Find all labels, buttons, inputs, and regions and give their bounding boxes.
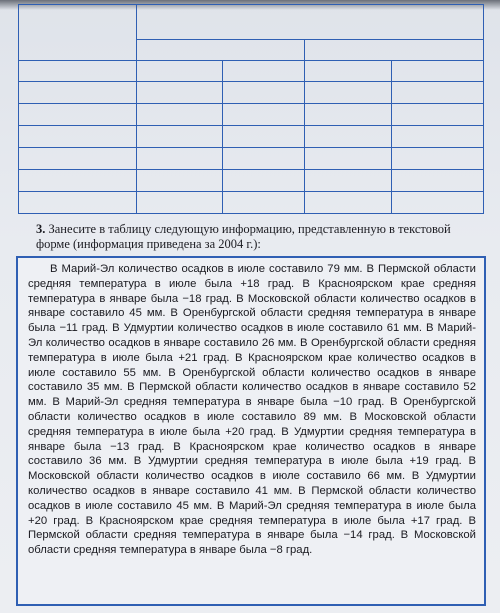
table-col-line [304,39,305,213]
passage-text: В Марий-Эл количество осадков в июле составило 79 мм. В Пермской области средняя температура в июле была +18 град. В Красноярском крае средняя температура в январе была −18 град. В Московской области количество осадков в январе составило 45 мм. В Оренбургской области средняя температура в январе была −11 град. В Удмуртии количество осадков в июле составило 61 мм. В Марий-Эл количество осадков в январе составило 26 мм. В Оренбургской области средняя температура в июле была +21 град. В Красноярском крае количество осадков в июле составило 55 мм. В Оренбургской области количество осадков в январе составило 35 мм. В Пермской области количество осадков в январе составило 52 мм. В Марий-Эл средняя температура в январе была −10 град. В Оренбургской области количество осадков в июле составило 89 мм. В Московской области средняя температура в июле была +20 град. В Удмуртии средняя температура в январе была −13 град. В Красноярском крае количество осадков в январе составило 36 мм. В Удмуртии средняя температура в июле была +19 град. В Московской области количество осадков в июле составило 66 мм. В Удмуртии количество осадков в январе составило 41 мм. В Пермской области количество осадков в июле составило 45 мм. В Марий-Эл средняя температура в июле была +20 град. В Красноярском крае средняя температура в июле была +17 град. В Пермской области средняя температура в январе была −14 град. В Московской области средняя температура в январе была −8 град. [28,263,476,557]
table-row-line [19,60,483,61]
table-row-line [19,103,483,104]
table-row-line [19,125,483,126]
task-text: Занесите в таблицу следующую информацию, представленную в текстовой форме (информация приведена за 2004 г.): [36,222,451,251]
task-number: 3. [36,222,46,236]
passage-box [16,256,486,606]
empty-table [18,4,484,214]
table-row-line [19,191,483,192]
task-instruction [36,222,476,252]
table-row-line [136,39,483,40]
table-col-line [391,60,392,213]
table-col-line [222,60,223,213]
table-col-line [136,5,137,213]
table-row-line [19,81,483,82]
table-row-line [19,169,483,170]
table-row-line [19,147,483,148]
